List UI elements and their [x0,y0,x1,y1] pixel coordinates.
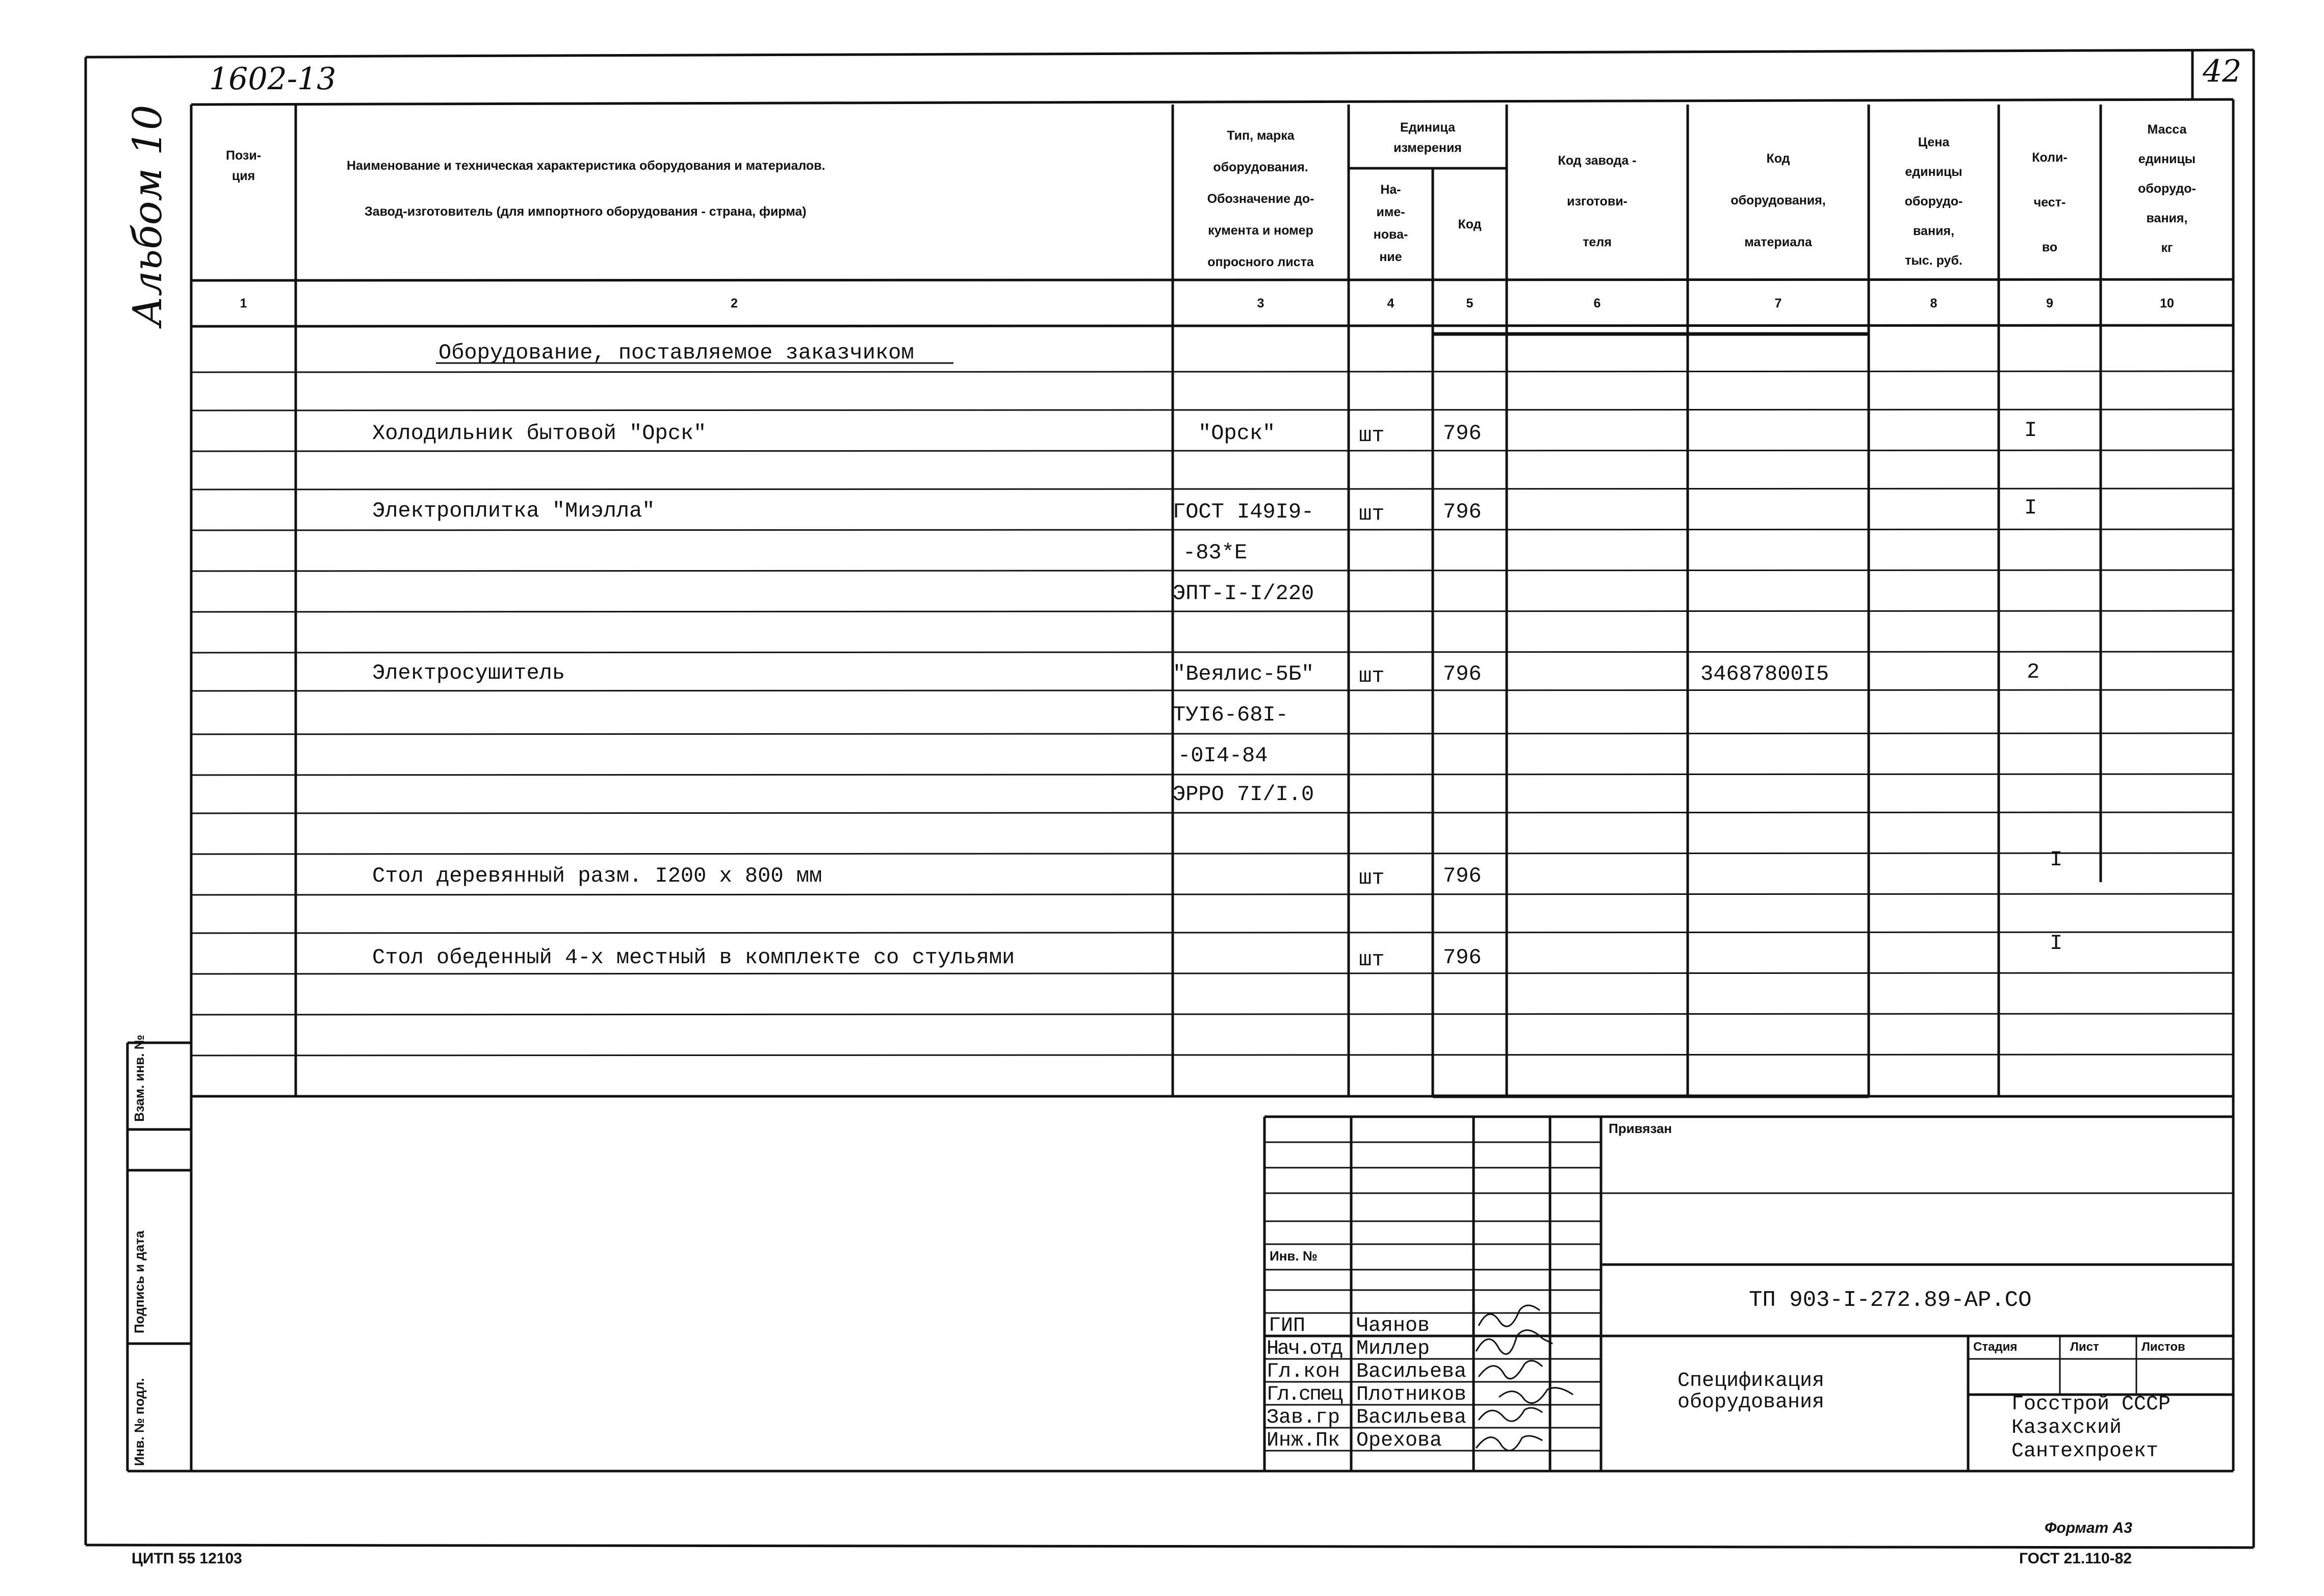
header-type: Тип, марка оборудования. Обозначение до- кумента и номер опросного листа [1207,128,1314,269]
col-number: 5 [1466,296,1474,311]
stadiya-label: Стадия [1973,1340,2018,1354]
side-podpis-data: Подпись и дата [132,1230,147,1333]
signature [1479,1305,1540,1326]
item-quantity: I [2024,496,2037,520]
header-quantity: Коли- чест- во [2032,150,2068,254]
privyazan-label: Привязан [1609,1121,1672,1136]
header-name-line1: Наименование и техническая характеристика оборудования и материалов. [347,159,825,173]
col-number: 4 [1387,296,1395,311]
item-unit-code: 796 [1443,945,1482,970]
item-quantity: I [2050,847,2063,872]
role: ГИП [1269,1315,1306,1337]
item-quantity: I [2050,931,2063,956]
item-name: Холодильник бытовой "Орск" [372,421,707,446]
item-unit-code: 796 [1443,864,1482,888]
side-vzam-inv: Взам. инв. № [132,1035,147,1122]
header-unit-code: Код [1458,217,1482,231]
item-type-cont: -83*Е [1183,540,1248,565]
item-name: Электроплитка "Миэлла" [372,499,655,523]
item-quantity: I [2024,418,2037,443]
person-name: Васильева [1356,1360,1467,1383]
role: Гл.кон [1267,1360,1340,1383]
header-position: Пози- ция [225,148,262,183]
list-label: Лист [2070,1340,2099,1354]
header-price: Цена единицы оборудо- вания, тыс. руб. [1904,135,1963,268]
item-unit-code: 796 [1443,500,1482,524]
item-unit: шт [1359,866,1385,890]
header-factory-code: Код завода - изготови- теля [1558,153,1637,249]
side-inv-podl: Инв. № подл. [132,1378,147,1466]
item-unit: шт [1359,502,1385,526]
person-name: Плотников [1356,1383,1467,1406]
header-name-line2: Завод-изготовитель (для импортного оборудования - страна, фирма) [365,204,807,219]
person-name: Васильева [1356,1406,1467,1429]
col-number: 6 [1593,296,1601,311]
person-name: Миллер [1356,1337,1430,1360]
item-name: Электросушитель [372,661,565,685]
header-unit-group: Единица измерения [1393,120,1462,155]
section-heading: Оборудование, поставляемое заказчиком [438,341,914,365]
item-unit-code: 796 [1443,421,1482,446]
signature [1476,1330,1553,1354]
header-mass: Масса единицы оборудо- вания, кг [2138,122,2196,255]
gost-label: ГОСТ 21.110-82 [2019,1550,2132,1567]
item-unit-code: 796 [1443,662,1482,686]
signature [1479,1408,1542,1421]
page-number: 42 [2203,54,2242,89]
item-unit: шт [1359,664,1385,688]
header-equipment-code: Код оборудования, материала [1731,151,1826,249]
col-number: 1 [240,296,247,311]
signature [1499,1388,1573,1403]
item-unit: шт [1359,947,1385,972]
item-type-cont: -0I4-84 [1178,743,1268,768]
item-name: Стол деревянный разм. I200 х 800 мм [372,864,822,888]
item-unit: шт [1359,423,1385,448]
item-type-cont: ТУI6-68I- [1173,703,1288,727]
item-type-cont: ЭРРО 7I/I.0 [1173,782,1314,807]
role: Гл.спец [1267,1383,1342,1406]
col-number: 10 [2160,296,2174,311]
item-name: Стол обеденный 4-х местный в комплекте со стульями [372,945,1015,970]
item-type-cont: ЭПТ-I-I/220 [1173,581,1314,606]
item-type: "Веялис-5Б" [1173,662,1314,686]
item-type: "Орск" [1198,421,1276,446]
album-label: Альбом 10 [125,105,171,326]
top-number: 1602-13 [209,61,337,97]
col-number: 3 [1257,296,1264,311]
col-number: 8 [1930,296,1938,311]
document-title: Спецификация оборудования [1677,1370,1825,1414]
inv-no-label: Инв. № [1270,1248,1318,1264]
format-label: Формат А3 [2045,1520,2132,1536]
role: Зав.гр [1267,1406,1340,1429]
header-unit-name: На- име- нова- ние [1373,183,1408,264]
document-code: ТП 903-I-272.89-АР.СО [1749,1288,2032,1313]
person-name: Чаянов [1356,1315,1430,1337]
organization: Госстрой СССР Казахский Сантехпроект [2011,1393,2171,1463]
item-equipment-code: 34687800I5 [1700,662,1829,686]
col-number: 2 [731,296,738,311]
signature [1479,1361,1542,1379]
person-name: Орехова [1356,1429,1442,1452]
col-number: 9 [2046,296,2053,311]
col-number: 7 [1774,296,1782,311]
item-quantity: 2 [2027,660,2040,684]
role: Нач.отд [1267,1337,1342,1360]
listov-label: Листов [2141,1340,2185,1354]
signature [1476,1436,1542,1451]
item-type: ГОСТ I49I9- [1173,500,1314,524]
citp-label: ЦИТП 55 12103 [132,1550,242,1567]
role: Инж.Пк [1267,1429,1340,1452]
